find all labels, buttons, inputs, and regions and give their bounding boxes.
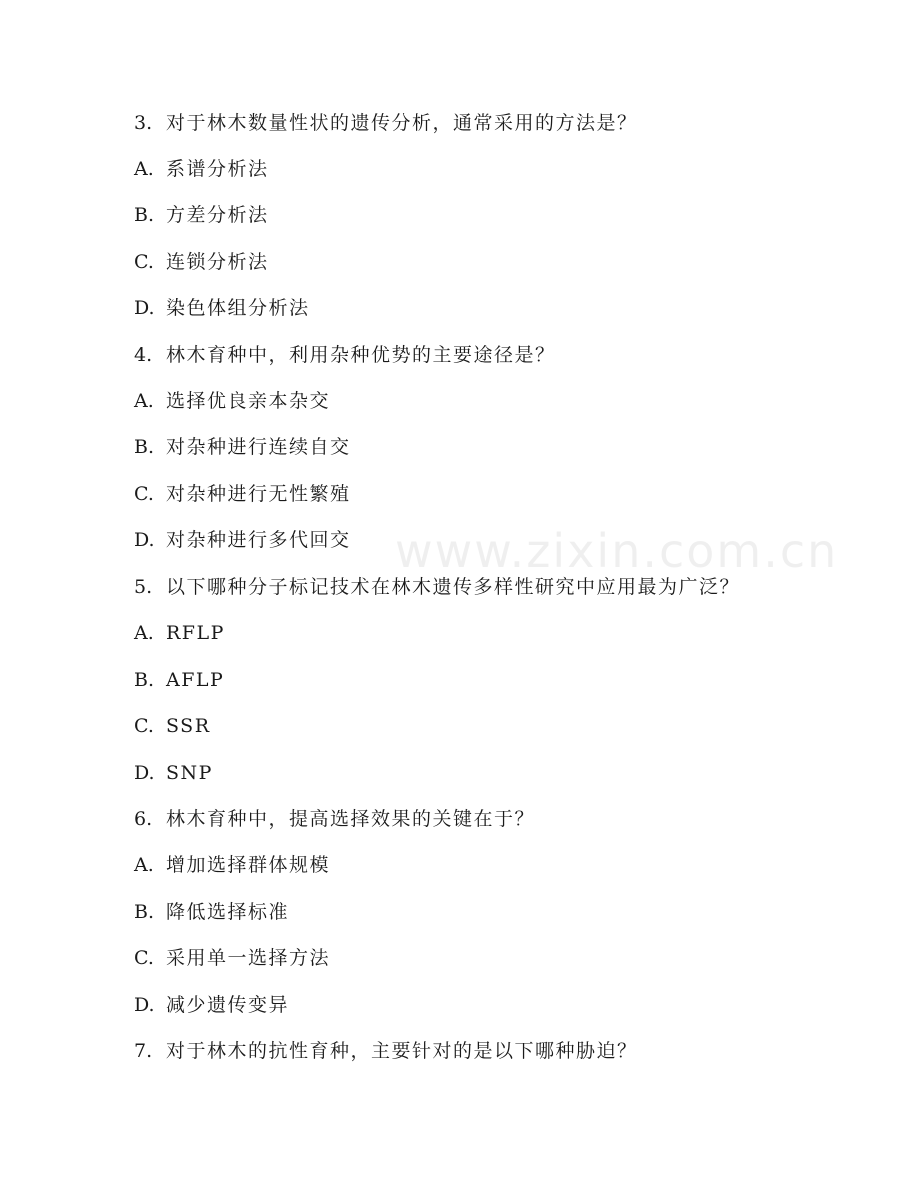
option-letter: C. [134, 715, 154, 737]
option-4b [134, 434, 351, 460]
watermark: www.zixin.com.cn [395, 524, 839, 578]
option-letter: A. [134, 854, 154, 876]
option-text: 选择优良亲本杂交 [166, 390, 331, 412]
question-number: 7. [134, 1040, 153, 1062]
question-number: 4. [134, 344, 153, 366]
option-6c [134, 945, 330, 971]
question-number: 6. [134, 808, 153, 830]
option-letter: B. [134, 669, 155, 691]
option-text: 连锁分析法 [166, 251, 269, 273]
option-letter: A. [134, 158, 154, 180]
option-text: 采用单一选择方法 [166, 947, 331, 969]
option-text: 增加选择群体规模 [166, 854, 331, 876]
option-letter: C. [134, 251, 154, 273]
option-letter: B. [134, 204, 155, 226]
question-6 [134, 806, 535, 832]
option-text: SSR [166, 715, 211, 737]
option-text: SNP [166, 762, 213, 784]
question-5 [134, 574, 740, 600]
option-letter: D. [134, 762, 155, 784]
option-3d [134, 295, 310, 321]
question-number: 3. [134, 112, 153, 134]
option-letter: D. [134, 994, 155, 1016]
option-letter: A. [134, 622, 154, 644]
option-text: 对杂种进行连续自交 [166, 436, 351, 458]
question-3 [134, 110, 638, 136]
option-4a [134, 388, 330, 414]
option-text: RFLP [166, 622, 225, 644]
option-5c [134, 713, 211, 739]
option-3a [134, 156, 269, 182]
option-5a [134, 620, 225, 646]
option-text: 降低选择标准 [166, 901, 290, 923]
question-4 [134, 342, 556, 368]
option-4d [134, 527, 351, 553]
option-letter: D. [134, 529, 155, 551]
option-6a [134, 852, 330, 878]
question-number: 5. [134, 576, 153, 598]
option-letter: C. [134, 947, 154, 969]
option-letter: B. [134, 436, 155, 458]
option-5b [134, 667, 224, 693]
question-text: 林木育种中，利用杂种优势的主要途径是？ [166, 344, 556, 366]
option-text: 减少遗传变异 [166, 994, 290, 1016]
question-text: 林木育种中，提高选择效果的关键在于？ [166, 808, 536, 830]
question-text: 对于林木数量性状的遗传分析，通常采用的方法是？ [166, 112, 638, 134]
option-letter: A. [134, 390, 154, 412]
option-text: 对杂种进行无性繁殖 [166, 483, 351, 505]
option-3c [134, 249, 269, 275]
option-letter: B. [134, 901, 155, 923]
option-letter: C. [134, 483, 154, 505]
option-6b [134, 899, 289, 925]
option-letter: D. [134, 297, 155, 319]
option-text: 染色体组分析法 [166, 297, 310, 319]
option-3b [134, 202, 269, 228]
option-text: AFLP [166, 669, 225, 691]
option-4c [134, 481, 351, 507]
question-7 [134, 1038, 638, 1064]
question-text: 以下哪种分子标记技术在林木遗传多样性研究中应用最为广泛？ [166, 576, 741, 598]
option-5d [134, 760, 213, 786]
question-text: 对于林木的抗性育种，主要针对的是以下哪种胁迫？ [166, 1040, 638, 1062]
option-text: 对杂种进行多代回交 [166, 529, 351, 551]
option-6d [134, 992, 289, 1018]
option-text: 系谱分析法 [166, 158, 269, 180]
option-text: 方差分析法 [166, 204, 269, 226]
